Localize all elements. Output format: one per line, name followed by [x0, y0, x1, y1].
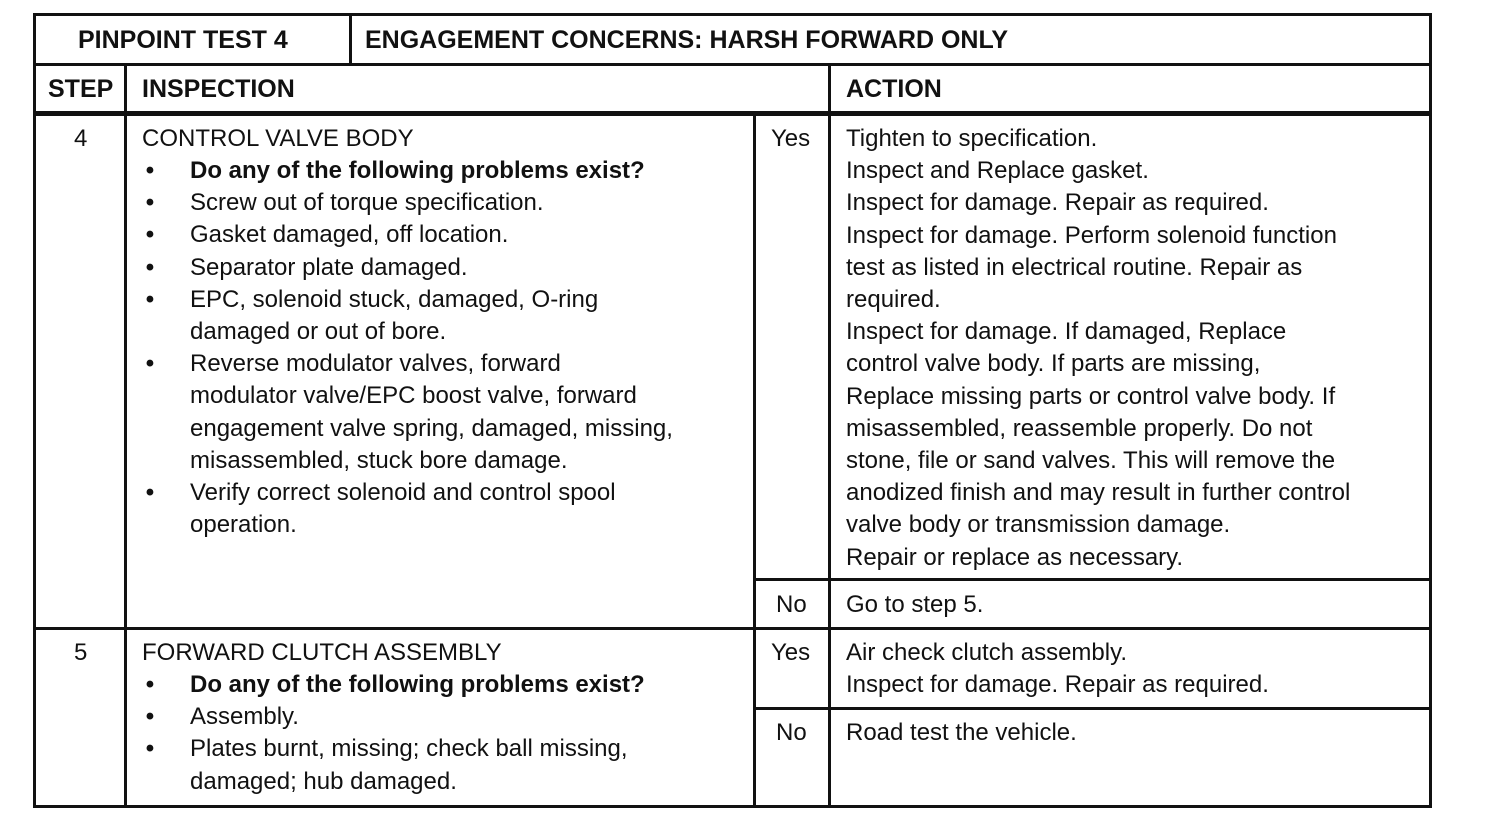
- checklist-item: • EPC, solenoid stuck, damaged, O-ring damaged or out of bore.: [140, 284, 673, 348]
- checklist-item: • Screw out of torque specification.: [140, 187, 673, 219]
- bullet-icon: •: [145, 671, 155, 698]
- action-column-header: ACTION: [846, 75, 942, 103]
- no-label: No: [776, 719, 807, 746]
- inspection-column-header: INSPECTION: [142, 75, 295, 103]
- rule-step5-yes-no: [753, 707, 1432, 710]
- bullet-icon: •: [145, 479, 155, 507]
- bullet-icon: •: [145, 189, 155, 217]
- rule-below-column-headers: [33, 111, 1432, 116]
- yes-label: Yes: [771, 125, 811, 152]
- yes-action-text: Air check clutch assembly. Inspect for damage. Repair as required.: [846, 639, 1269, 699]
- inspection-checklist: [140, 155, 673, 541]
- bullet-icon: •: [145, 157, 155, 184]
- step-number: 5: [74, 639, 88, 666]
- rule-title-divider: [349, 13, 352, 65]
- yes-action-text: Tighten to specification. Inspect and Replace gasket. Inspect for damage. Repair as required. Inspect for damage. Perform solenoid function test as listed in electrical routine. Repair as required. Inspect for damage. If damaged, Replace control valve body. If parts are missing, Replace missing parts or control valve body. If misassembled, reassemble properly. Do not stone, file or sand valves. This will remove the anodized finish and may result in further control valve body or transmission damage. Repair or replace as necessary.: [846, 125, 1351, 571]
- inspection-title: CONTROL VALVE BODY: [142, 125, 414, 152]
- no-action-text: Road test the vehicle.: [846, 719, 1077, 746]
- rule-action-column: [828, 63, 831, 808]
- checklist-item: • Separator plate damaged.: [140, 252, 673, 284]
- checklist-item: • Assembly.: [140, 701, 645, 733]
- step-column-header: STEP: [48, 75, 114, 103]
- rule-between-steps: [33, 627, 1432, 630]
- no-label: No: [776, 591, 807, 618]
- checklist-item: • Verify correct solenoid and control spool operation.: [140, 477, 673, 541]
- rule-step-column: [124, 63, 127, 808]
- checklist-item: • Reverse modulator valves, forward modulator valve/EPC boost valve, forward engagement valve spring, damaged, missing, misassembled, stuck bore damage.: [140, 348, 673, 477]
- checklist-question: • Do any of the following problems exist?: [140, 669, 645, 701]
- bullet-icon: •: [145, 735, 155, 763]
- no-action-text: Go to step 5.: [846, 591, 984, 618]
- bullet-icon: •: [145, 285, 155, 313]
- bullet-icon: •: [145, 221, 155, 249]
- rule-below-title: [33, 63, 1432, 66]
- checklist-question: • Do any of the following problems exist?: [140, 155, 673, 187]
- inspection-checklist: [140, 669, 645, 798]
- rule-answer-column: [753, 114, 756, 808]
- step-number: 4: [74, 125, 88, 152]
- checklist-item: • Gasket damaged, off location.: [140, 219, 673, 251]
- yes-label: Yes: [771, 639, 811, 666]
- bullet-icon: •: [145, 350, 155, 378]
- pinpoint-test-title: ENGAGEMENT CONCERNS: HARSH FORWARD ONLY: [365, 26, 1009, 54]
- bullet-icon: •: [145, 703, 155, 731]
- bullet-icon: •: [145, 253, 155, 281]
- rule-step4-yes-no: [753, 578, 1432, 581]
- inspection-title: FORWARD CLUTCH ASSEMBLY: [142, 639, 502, 666]
- checklist-item: • Plates burnt, missing; check ball missing, damaged; hub damaged.: [140, 733, 645, 797]
- pinpoint-test-label: PINPOINT TEST 4: [78, 26, 288, 54]
